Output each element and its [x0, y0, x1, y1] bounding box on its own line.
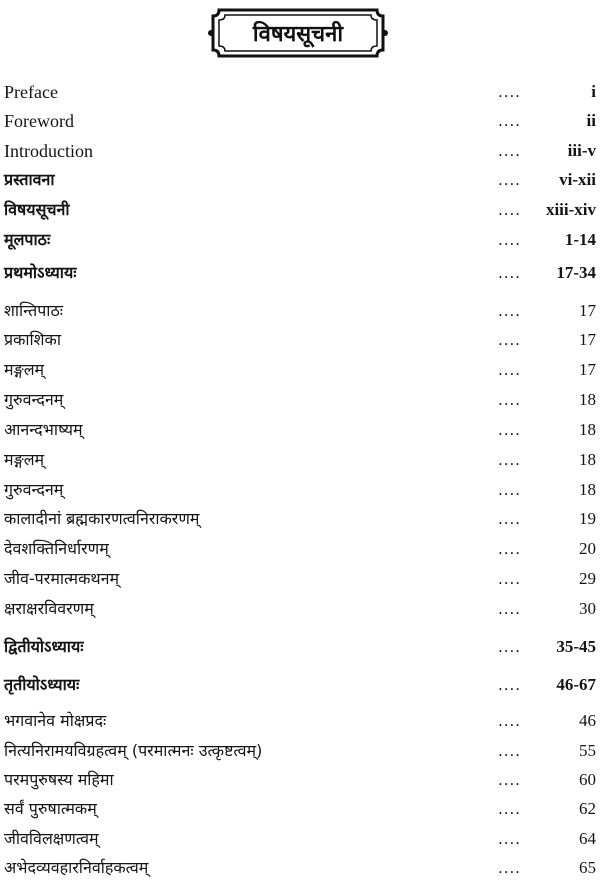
toc-label: आनन्दभाष्यम्	[4, 420, 83, 439]
toc-row	[0, 167, 600, 193]
toc-label: गुरुवन्दनम्	[4, 480, 64, 499]
toc-label: जीवविलक्षणत्वम्	[4, 829, 99, 848]
page-number: 20	[579, 539, 596, 558]
toc-row	[0, 738, 600, 764]
page-title: विषयसूचनी	[252, 22, 344, 47]
page-number: 46	[579, 711, 596, 730]
toc-label: शान्तिपाठः	[4, 301, 63, 320]
leader-dots: ....	[498, 171, 522, 189]
toc-row	[0, 767, 600, 793]
leader-dots: ....	[498, 391, 522, 409]
page-number: 17	[579, 360, 596, 379]
toc-row	[0, 79, 600, 105]
toc-label: गुरुवन्दनम्	[4, 390, 64, 409]
toc-row	[0, 417, 600, 443]
page-number: 18	[579, 420, 596, 439]
toc-label: मङ्गलम्	[4, 450, 45, 469]
toc-row	[0, 566, 600, 592]
page-number: 60	[579, 770, 596, 789]
leader-dots: ....	[498, 742, 522, 760]
page-number: xiii-xiv	[545, 200, 596, 219]
toc-row	[0, 138, 600, 164]
leader-dots: ....	[498, 264, 522, 282]
leader-dots: ....	[498, 540, 522, 558]
leader-dots: ....	[498, 361, 522, 379]
leader-dots: ....	[498, 830, 522, 848]
toc-label: कालादीनां ब्रह्मकारणत्वनिराकरणम्	[4, 509, 200, 528]
toc-row	[0, 387, 600, 413]
page-number: 18	[579, 450, 596, 469]
toc-label: अभेदव्यवहारनिर्वाहकत्वम्	[4, 858, 149, 877]
toc-label: नित्यनिरामयविग्रहत्वम् (परमात्मनः उत्कृष्टत्वम्)	[4, 741, 263, 760]
toc-row	[0, 596, 600, 622]
toc-row	[0, 357, 600, 383]
leader-dots: ....	[498, 331, 522, 349]
toc-label: मङ्गलम्	[4, 360, 45, 379]
leader-dots: ....	[498, 600, 522, 618]
toc-row	[0, 506, 600, 532]
leader-dots: ....	[498, 142, 522, 160]
toc-row	[0, 826, 600, 852]
toc-label: भगवानेव मोक्षप्रदः	[4, 711, 107, 730]
toc-label: प्रकाशिका	[4, 330, 61, 349]
page-number: 18	[579, 390, 596, 409]
leader-dots: ....	[498, 510, 522, 528]
toc-row	[0, 447, 600, 473]
page-number: 55	[579, 741, 596, 760]
leader-dots: ....	[498, 302, 522, 320]
toc-label: प्रथमोऽध्यायः	[4, 263, 77, 282]
leader-dots: ....	[498, 570, 522, 588]
toc-row	[0, 796, 600, 822]
page-number: 35-45	[556, 637, 596, 656]
title-frame	[205, 6, 391, 60]
leader-dots: ....	[498, 712, 522, 730]
leader-dots: ....	[498, 638, 522, 656]
toc-row	[0, 108, 600, 134]
leader-dots: ....	[498, 83, 522, 101]
toc-label: द्वितीयोऽध्यायः	[4, 637, 84, 656]
toc-row	[0, 477, 600, 503]
toc-row	[0, 197, 600, 223]
leader-dots: ....	[498, 800, 522, 818]
page-number: 17-34	[556, 263, 596, 282]
leader-dots: ....	[498, 771, 522, 789]
page-number: 18	[579, 480, 596, 499]
toc-label: क्षराक्षरविवरणम्	[4, 599, 94, 618]
toc-row	[0, 227, 600, 253]
leader-dots: ....	[498, 859, 522, 877]
page-number: ii	[586, 111, 596, 130]
page-number: 62	[579, 799, 596, 818]
leader-dots: ....	[498, 421, 522, 439]
leader-dots: ....	[498, 231, 522, 249]
toc-label: परमपुरुषस्य महिमा	[4, 770, 114, 789]
leader-dots: ....	[498, 112, 522, 130]
toc-label: Foreword	[4, 111, 74, 131]
toc-label: प्रस्तावना	[4, 170, 55, 189]
toc-row	[0, 536, 600, 562]
toc-row	[0, 298, 600, 324]
toc-row	[0, 672, 600, 698]
leader-dots: ....	[498, 481, 522, 499]
toc-label: देवशक्तिनिर्धारणम्	[4, 539, 109, 558]
toc-row	[0, 855, 600, 881]
page-number: 17	[579, 301, 596, 320]
page-number: 65	[579, 858, 596, 877]
page-number: 19	[579, 509, 596, 528]
page-number: iii-v	[567, 141, 596, 160]
toc-label: तृतीयोऽध्यायः	[4, 675, 80, 694]
page-number: 30	[579, 599, 596, 618]
page-number: 46-67	[556, 675, 596, 694]
leader-dots: ....	[498, 451, 522, 469]
toc-label: Preface	[4, 82, 58, 102]
toc-row	[0, 708, 600, 734]
toc-row	[0, 327, 600, 353]
toc-label: मूलपाठः	[4, 230, 51, 249]
toc-label: जीव-परमात्मकथनम्	[4, 569, 120, 588]
page-number: 64	[579, 829, 596, 848]
toc-row	[0, 260, 600, 286]
page-number: 1-14	[564, 230, 596, 249]
leader-dots: ....	[498, 201, 522, 219]
page-number: 29	[579, 569, 596, 588]
page-number: 17	[579, 330, 596, 349]
leader-dots: ....	[498, 676, 522, 694]
page-number: vi-xii	[559, 170, 596, 189]
toc-row	[0, 634, 600, 660]
toc-label: Introduction	[4, 141, 93, 161]
toc-label: सर्वं पुरुषात्मकम्	[4, 799, 97, 818]
page-number: i	[591, 82, 596, 101]
toc-label: विषयसूचनी	[4, 200, 70, 219]
